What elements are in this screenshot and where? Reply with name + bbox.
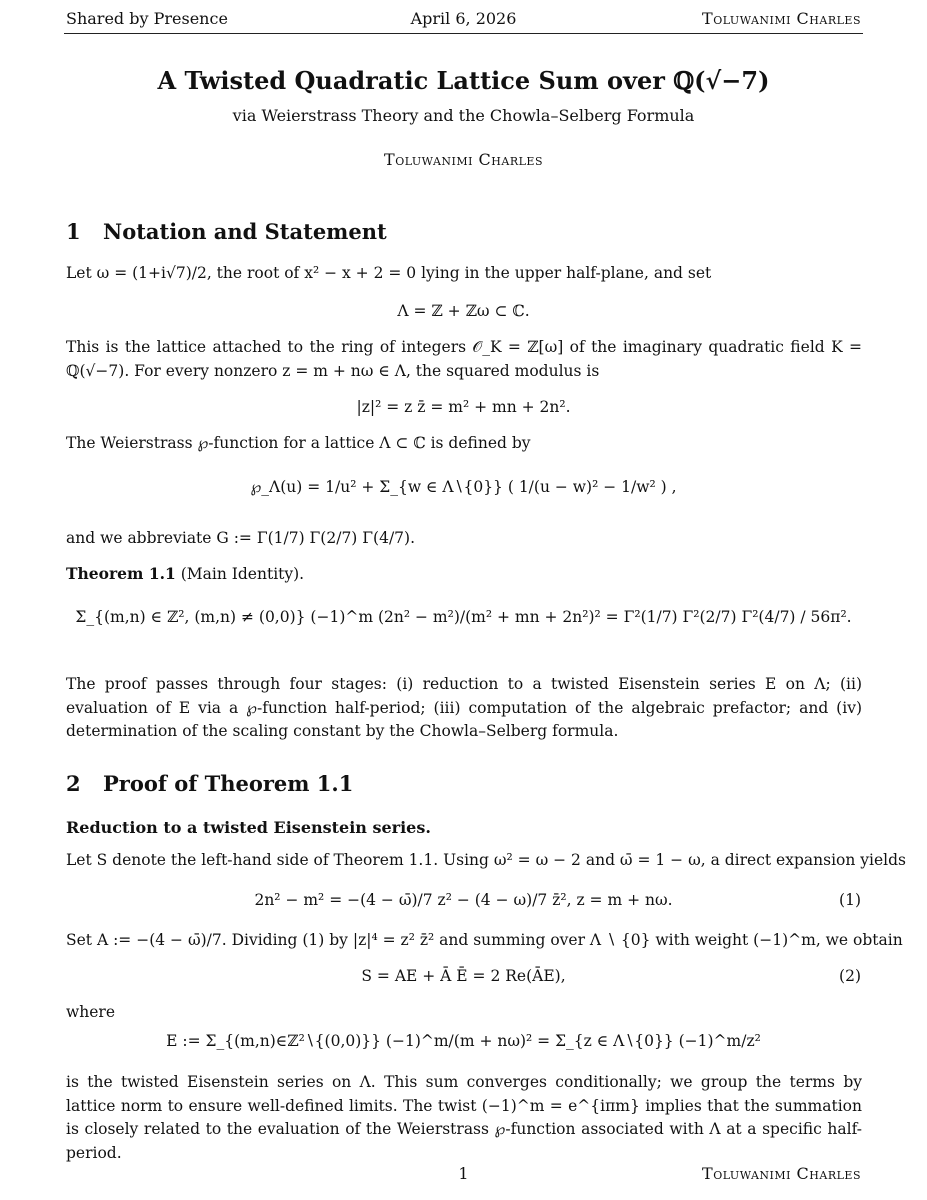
running-header-author: Toluwanimi Charles bbox=[702, 9, 861, 28]
subsection-heading: Reduction to a twisted Eisenstein series. bbox=[66, 818, 431, 837]
paragraph-expansion-intro: Let S denote the left-hand side of Theorem 1.1. Using ω² = ω − 2 and ω̄ = 1 − ω, a direct expansion yields bbox=[66, 851, 906, 869]
section-number: 1 bbox=[66, 219, 81, 244]
paragraph-proof-overview: The proof passes through four stages: (i) reduction to a twisted Eisenstein series E on Λ; (ii) evaluation of E via a ℘-function half-period; (iii) computation of the algebraic prefactor; and (iv) determination of the scaling constant by the Chowla–Selberg formula. bbox=[66, 675, 862, 740]
paragraph-weierstrass-intro: The Weierstrass ℘-function for a lattice Λ ⊂ ℂ is defined by bbox=[66, 434, 531, 452]
page-number: 1 bbox=[458, 1164, 469, 1183]
equation-2: S = AE + Ā Ē = 2 Re(ĀE), bbox=[361, 967, 566, 985]
paragraph-eisenstein-series: is the twisted Eisenstein series on Λ. This sum converges conditionally; we group the terms by lattice norm to ensure well-defined limits. The twist (−1)^m = e^{iπm} implies that the summation is closely related to the evaluation of the Weierstrass ℘-function associated with Λ at a specific half-period. bbox=[66, 1073, 862, 1162]
equation-number-2: (2) bbox=[839, 967, 861, 985]
theorem-label: Theorem 1.1 bbox=[66, 564, 176, 583]
paper-author: Toluwanimi Charles bbox=[384, 150, 543, 169]
equation-1: 2n² − m² = −(4 − ω̄)/7 z² − (4 − ω)/7 z̄², z = m + nω. bbox=[254, 891, 673, 909]
theorem-name: (Main Identity). bbox=[180, 565, 305, 583]
header-rule bbox=[64, 33, 863, 34]
running-header-date: April 6, 2026 bbox=[410, 9, 517, 28]
running-footer-author: Toluwanimi Charles bbox=[702, 1164, 861, 1183]
section-number: 2 bbox=[66, 771, 81, 796]
equation-weierstrass-p: ℘_Λ(u) = 1/u² + Σ_{w ∈ Λ∖{0}} ( 1/(u − w)² − 1/w² ) , bbox=[250, 478, 677, 496]
paragraph-set-A: Set A := −(4 − ω̄)/7. Dividing (1) by |z|⁴ = z² z̄² and summing over Λ ∖ {0} with weight (−1)^m, we obtain bbox=[66, 931, 903, 949]
paper-subtitle: via Weierstrass Theory and the Chowla–Selberg Formula bbox=[232, 106, 695, 125]
section-2-heading bbox=[66, 771, 353, 796]
section-title: Notation and Statement bbox=[103, 219, 387, 244]
theorem-heading bbox=[66, 564, 304, 583]
paragraph-where: where bbox=[66, 1003, 116, 1021]
paper-title: A Twisted Quadratic Lattice Sum over ℚ(√−7) bbox=[157, 66, 770, 95]
equation-number-1: (1) bbox=[839, 891, 861, 909]
running-header-left: Shared by Presence bbox=[66, 9, 228, 28]
equation-modulus: |z|² = z z̄ = m² + mn + 2n². bbox=[356, 398, 571, 416]
paragraph-gamma-abbrev: and we abbreviate G := Γ(1/7) Γ(2/7) Γ(4/7). bbox=[66, 529, 415, 547]
equation-main-identity: Σ_{(m,n) ∈ ℤ², (m,n) ≠ (0,0)} (−1)^m (2n² − m²)/(m² + mn + 2n²)² = Γ²(1/7) Γ²(2/7) Γ²(4/7) / 56π². bbox=[75, 608, 852, 626]
section-1-heading bbox=[66, 219, 387, 244]
section-title: Proof of Theorem 1.1 bbox=[103, 771, 354, 796]
equation-lattice: Λ = ℤ + ℤω ⊂ ℂ. bbox=[397, 302, 530, 320]
paragraph-lattice-description: This is the lattice attached to the ring of integers 𝒪_K = ℤ[ω] of the imaginary quadratic field K = ℚ(√−7). For every nonzero z = m + nω ∈ Λ, the squared modulus is bbox=[66, 338, 862, 380]
equation-E-definition: E := Σ_{(m,n)∈ℤ²∖{(0,0)}} (−1)^m/(m + nω)² = Σ_{z ∈ Λ∖{0}} (−1)^m/z² bbox=[166, 1032, 761, 1050]
paragraph-omega-definition: Let ω = (1+i√7)/2, the root of x² − x + 2 = 0 lying in the upper half-plane, and set bbox=[66, 264, 712, 282]
